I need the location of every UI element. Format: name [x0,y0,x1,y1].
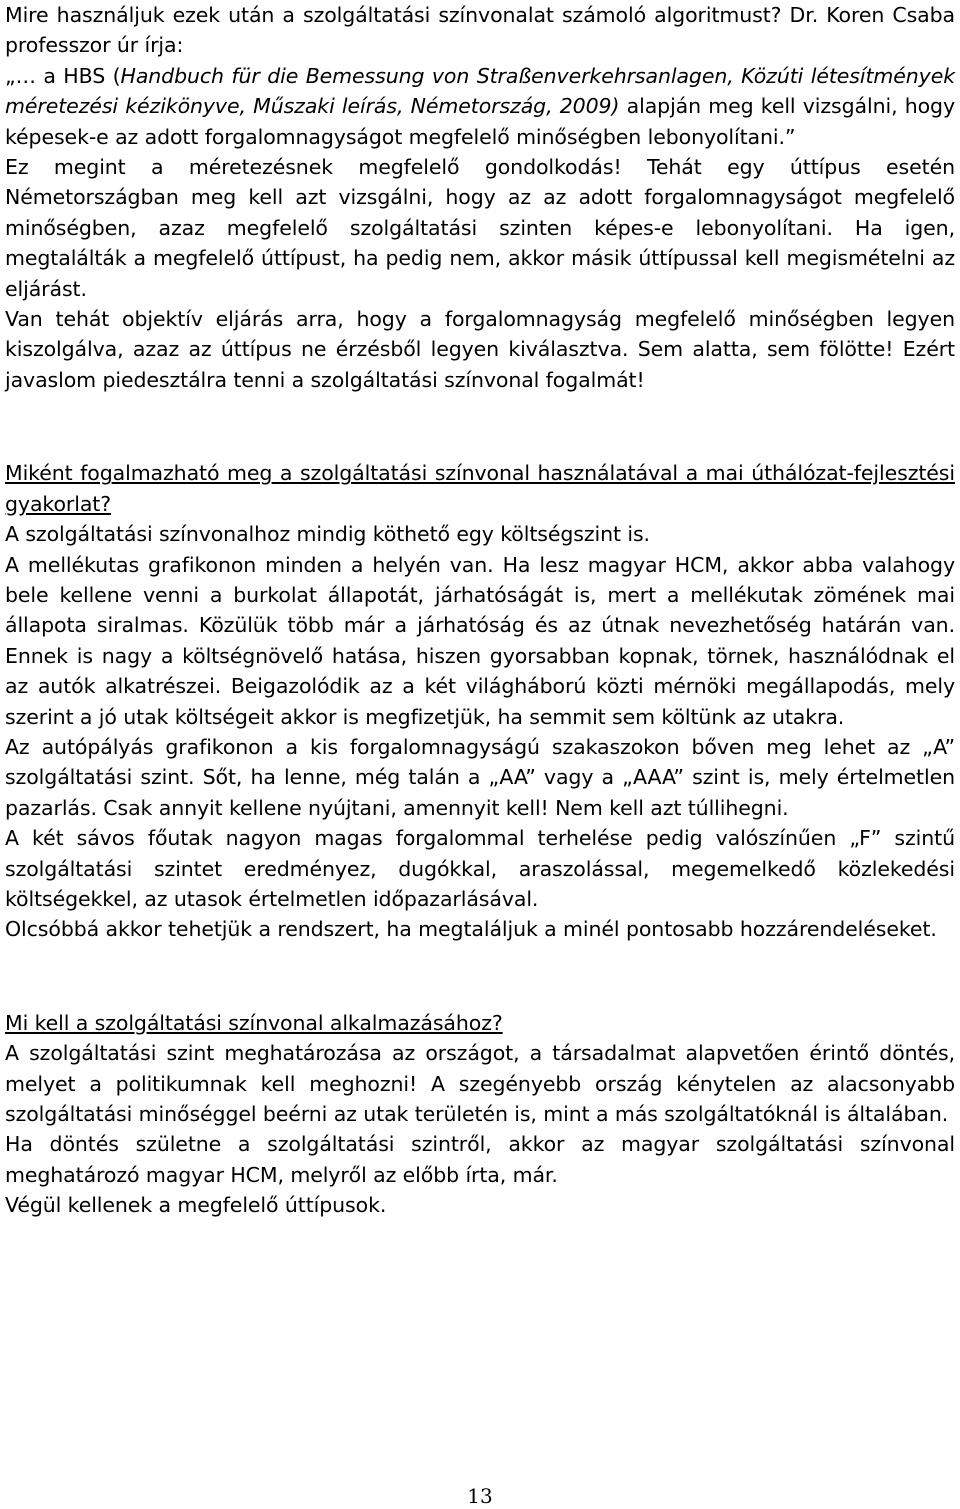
paragraph-motorways: Az autópályás grafikonon a kis forgalomnagyságú szakaszokon bőven meg lehet az „A” szolgáltatási szint. Sőt, ha lenne, még talán a „AA” vagy a „AAA” szint is, mely értelmetlen pazarlás. Csak annyit kellene nyújtani, amennyit kell! Nem kell azt túllihegni. [5,734,955,820]
paragraph-intro: Mire használjuk ezek után a szolgáltatási színvonalat számoló algoritmust? Dr. Koren Csaba professzor úr írja: [5,3,955,58]
paragraph-quote [5,61,955,152]
paragraph-main-roads: A két sávos főutak nagyon magas forgalommal terhelése pedig valószínűen „F” szintű szolgáltatási szintet eredményez, dugókkal, araszolással, megemelkedő közlekedési költségekkel, az utasok értelmetlen időpazarlásával. [5,826,955,911]
paragraph-minor-roads: A mellékutas grafikonon minden a helyén van. Ha lesz magyar HCM, akkor abba valahogy bele kellene venni a burkolat állapotát, járhatóságát is, mert a mellékutak zömének mai állapota siralmas. Közülük több már a járhatóság és az útnak nevezhetőség határán van. Ennek is nagy a költségnövelő hatása, hiszen gyorsabban kopnak, törnek, használódnak el az autók alkatrészei. Beigazolódik az a két világháború közti mérnöki megállapodás, mely szerint a jó utak költségeit akkor is megfizetjük, ha semmit sem költünk az utakra. [5,552,955,729]
paragraph-objective: Van tehát objektív eljárás arra, hogy a forgalomnagyság megfelelő minőségben legyen kiszolgálva, azaz az úttípus ne érzésből legyen kiválasztva. Sem alatta, sem fölötte! Ezért javaslom piedesztálra tenni a szolgáltatási színvonal fogalmát! [5,307,955,392]
heading-section-3: Mi kell a szolgáltatási színvonal alkalmazásához? [5,1010,503,1035]
paragraph-decision: A szolgáltatási szint meghatározása az országot, a társadalmat alapvetően érintő döntés, melyet a politikumnak kell meghozni! A szegényebb ország kénytelen az alacsonyabb szolgáltatási minőséggel beérni az utak területén is, mint a más szolgáltatóknál is általában. [5,1041,955,1126]
quote-italic-source: Handbuch für die Bemessung von Straßenverkehrsanlagen, Közúti létesítmények méretezési kézikönyve, Műszaki leírás, Németország, 2009) [5,63,955,119]
paragraph-road-types: Végül kellenek a megfelelő úttípusok. [5,1193,387,1218]
quote-rest: alapján meg kell vizsgálni, hogy képesek-e az adott forgalomnagyságot megfelelő minőségben lebonyolítani.” [5,94,956,149]
heading-section-2: Miként fogalmazható meg a szolgáltatási színvonal használatával a mai úthálózat-fejlesztési gyakorlat? [5,461,955,516]
paragraph-cheaper: Olcsóbbá akkor tehetjük a rendszert, ha megtaláljuk a minél pontosabb hozzárendeléseket. [5,917,937,942]
paragraph-cost-level: A szolgáltatási színvonalhoz mindig köthető egy költségszint is. [5,522,650,547]
paragraph-sizing: Ez megint a méretezésnek megfelelő gondolkodás! Tehát egy úttípus esetén Németországban meg kell azt vizsgálni, hogy az az adott forgalomnagyságot megfelelő minőségben, azaz megfelelő szolgáltatási szinten képes-e lebonyolítani. Ha igen, megtalálták a megfelelő úttípust, ha pedig nem, akkor másik úttípussal kell megismételni az eljárást. [5,155,955,301]
paragraph-hcm: Ha döntés születne a szolgáltatási szintről, akkor az magyar szolgáltatási színvonal meghatározó magyar HCM, melyről az előbb írta, már. [5,1132,955,1187]
page-number: 13 [467,1484,493,1508]
section-gap [5,945,955,1008]
quote-open: „… a HBS ( [5,63,121,88]
document-page [5,0,955,1221]
section-gap [5,395,955,458]
